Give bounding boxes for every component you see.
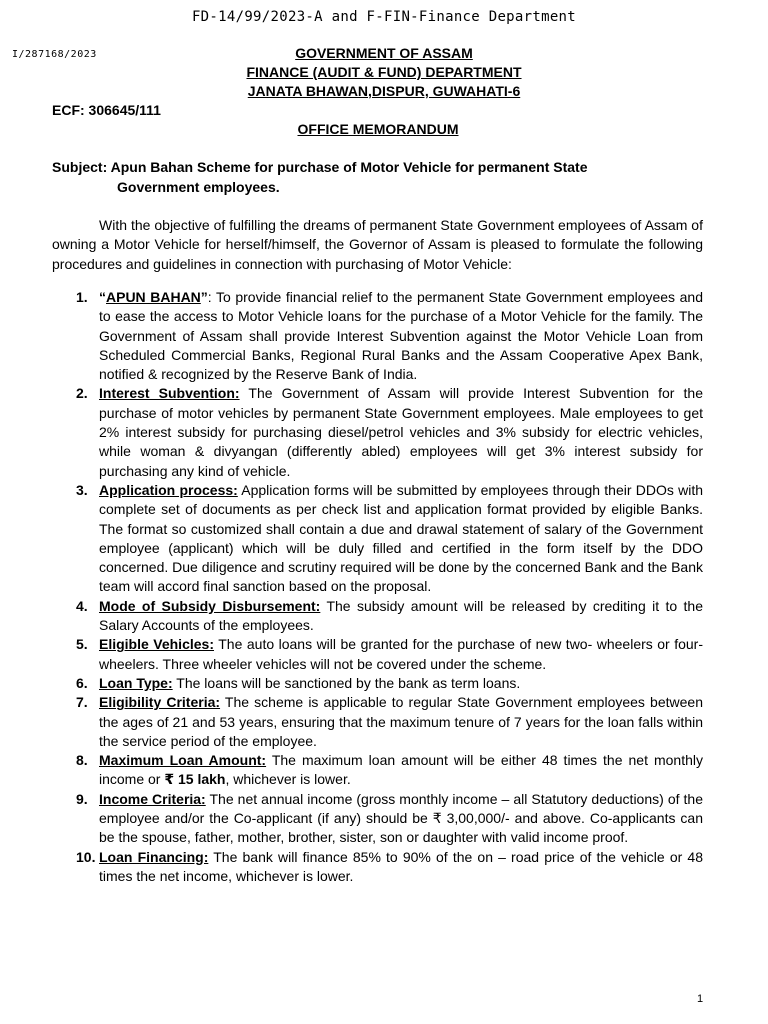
item-text: The loans will be sanctioned by the bank as term loans. bbox=[172, 674, 521, 691]
item-number: 10. bbox=[76, 848, 96, 865]
item-heading: APUN BAHAN bbox=[106, 289, 201, 305]
memo-title: OFFICE MEMORANDUM bbox=[297, 121, 459, 137]
item-number: 4. bbox=[76, 597, 88, 614]
item-number: 3. bbox=[76, 481, 88, 498]
loan-amount: ₹ 15 lakh bbox=[164, 771, 226, 788]
item-number: 1. bbox=[76, 289, 88, 305]
item-number: 9. bbox=[76, 790, 88, 807]
list-item bbox=[52, 481, 703, 597]
item-heading: Mode of Subsidy Disbursement: bbox=[99, 597, 321, 614]
file-header: FD-14/99/2023-A and F-FIN-Finance Department bbox=[191, 9, 577, 25]
item-heading: Income Criteria: bbox=[99, 790, 206, 807]
item-number: 7. bbox=[76, 694, 88, 711]
item-heading: Maximum Loan Amount: bbox=[99, 752, 267, 769]
list-item bbox=[52, 635, 703, 674]
subject bbox=[52, 157, 703, 197]
item-heading: Loan Type: bbox=[99, 674, 173, 691]
page-number: 1 bbox=[697, 993, 704, 1005]
list-item bbox=[52, 384, 703, 480]
list-item bbox=[52, 597, 703, 636]
item-text: The bank will finance 85% to 90% of the on – road price of the vehicle or 48 times the net income, whichever is lower. bbox=[99, 848, 703, 884]
item-text-after: , whichever is lower. bbox=[225, 771, 351, 788]
reference-number: I/287168/2023 bbox=[12, 49, 97, 60]
item-number: 5. bbox=[76, 636, 88, 653]
item-text: The net annual income (gross monthly income – all Statutory deductions) of the employee and/or the Co-applicant (if any) should be ₹ 3,00,000/- and above. Co-applicants can be the spouse, father, mother, brother, sister, son or daughter with valid income proof. bbox=[99, 790, 703, 846]
letterhead bbox=[0, 44, 768, 101]
item-quote-close: ” bbox=[200, 289, 208, 305]
list-item bbox=[52, 790, 703, 848]
ecf-number: ECF: 306645/111 bbox=[52, 102, 161, 118]
item-number: 8. bbox=[76, 752, 88, 769]
list-item bbox=[52, 848, 703, 887]
item-heading: Interest Subvention: bbox=[99, 385, 240, 402]
item-text: : To provide financial relief to the permanent State Government employees and to ease the access to Motor Vehicle loans for the purchase of a Motor Vehicle for the family. The Government of Assam shall provide Interest Subvention against the Motor Vehicle Loan from Scheduled Commercial Banks, Regional Rural Banks and the Assam Cooperative Apex Bank, notified & recognized by the Reserve Bank of India. bbox=[99, 289, 703, 383]
list-item bbox=[52, 288, 703, 384]
department-name: FINANCE (AUDIT & FUND) DEPARTMENT bbox=[246, 64, 522, 80]
item-heading: Loan Financing: bbox=[99, 848, 209, 865]
guidelines-list bbox=[52, 288, 703, 886]
intro-paragraph: With the objective of fulfilling the dreams of permanent State Government employees of Assam of owning a Motor Vehicle for herself/himself, the Governor of Assam is pleased to formulate the following procedures and guidelines in connection with purchasing of Motor Vehicle: bbox=[52, 217, 703, 272]
item-heading: Eligibility Criteria: bbox=[99, 694, 221, 711]
item-number: 2. bbox=[76, 385, 88, 402]
subject-text-line1: Apun Bahan Scheme for purchase of Motor Vehicle for permanent State bbox=[110, 159, 588, 175]
item-text: Application forms will be submitted by employees through their DDOs with complete set of documents as per check list and application format provided by eligible Banks. The format so customized shall contain a due and drawal statement of salary of the Government employee (applicant) which will be duly filled and certified in the form itself by the DDO concerned. Due diligence and scrutiny required will be done by the concerned Bank and the Bank team will accord final sanction based on the proposal. bbox=[99, 481, 703, 595]
item-text: The Government of Assam will provide Interest Subvention for the purchase of motor vehicles by permanent State Government employees. Male employees to get 2% interest subsidy for purchasing diesel/petrol vehicles and 3% subsidy for electric vehicles, while woman & divyangan (differently abled) employees will get 3% interest subsidy for purchasing any kind of vehicle. bbox=[99, 385, 703, 479]
item-text: The auto loans will be granted for the purchase of new two- wheelers or four-wheelers. Three wheeler vehicles will not be covered under the scheme. bbox=[99, 636, 704, 672]
department-address: JANATA BHAWAN,DISPUR, GUWAHATI-6 bbox=[247, 83, 521, 99]
item-heading: Application process: bbox=[99, 481, 238, 498]
item-quote-open: “ bbox=[99, 289, 106, 305]
item-text: The maximum loan amount will be either 48 times the net monthly income or bbox=[99, 752, 703, 788]
list-item bbox=[52, 751, 703, 790]
item-heading: Eligible Vehicles: bbox=[99, 636, 214, 653]
list-item bbox=[52, 674, 703, 693]
item-text: The subsidy amount will be released by crediting it to the Salary Accounts of the employees. bbox=[99, 597, 703, 634]
list-item bbox=[52, 693, 703, 751]
item-number: 6. bbox=[76, 674, 88, 691]
item-text: The scheme is applicable to regular State Government employees between the ages of 21 and 53 years, ensuring that the maximum tenure of 7 years for the loan falls within the service period of the employee. bbox=[99, 694, 703, 749]
government-name: GOVERNMENT OF ASSAM bbox=[295, 45, 473, 61]
subject-text-line2: Government employees. bbox=[117, 179, 280, 195]
subject-label: Subject: bbox=[52, 159, 108, 175]
